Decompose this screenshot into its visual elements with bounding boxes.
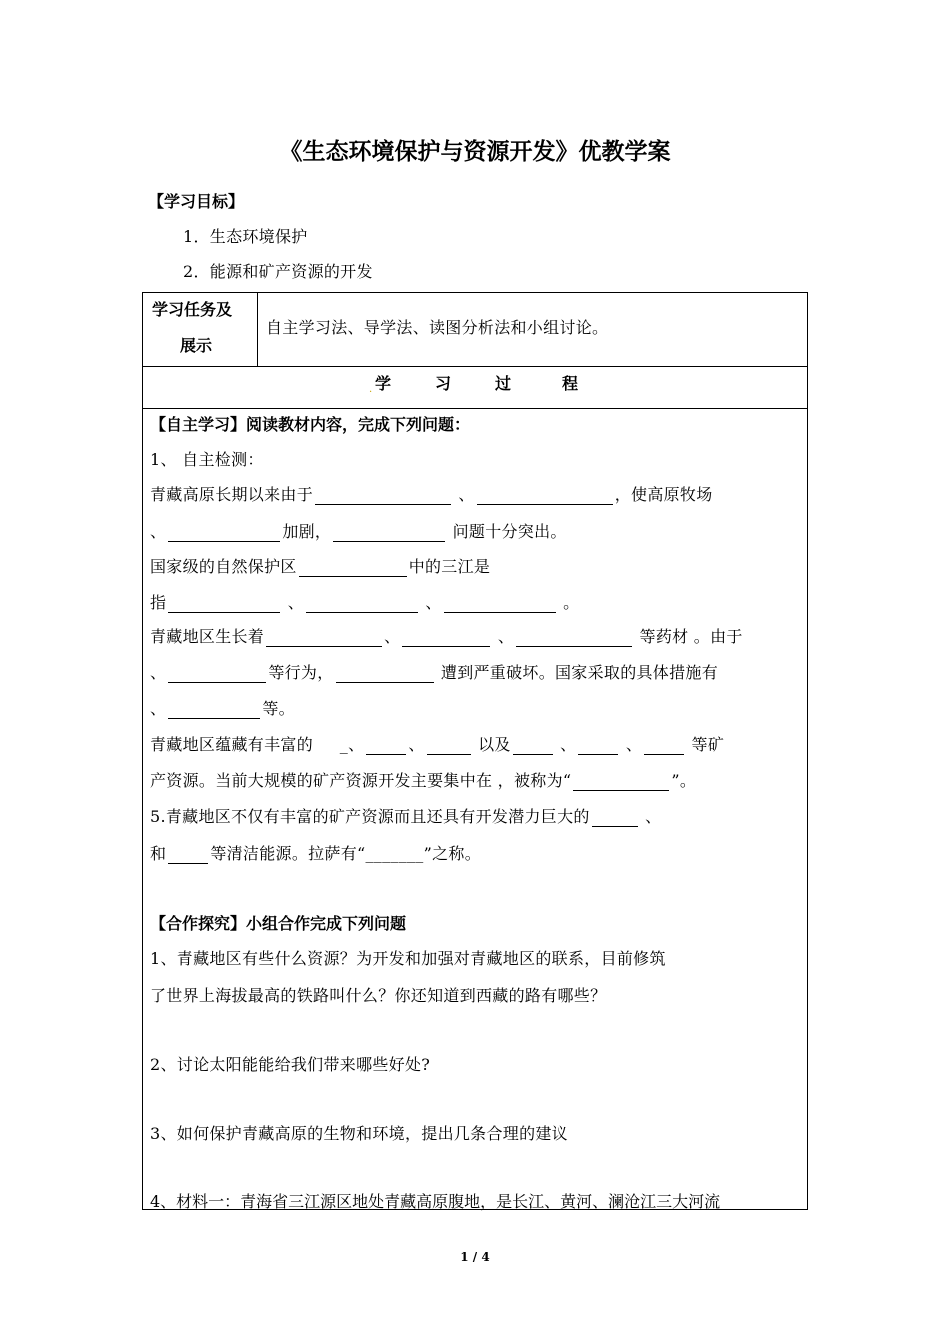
fill-line-2: 、 加剧， 问题十分突出。	[150, 522, 567, 541]
fill-line-3: 国家级的自然保护区 中的三江是	[150, 557, 491, 576]
fill-line-6: 、 等行为， 遭到严重破坏。国家采取的具体措施有	[150, 663, 719, 682]
fill-line-4: 指 、 、 。	[150, 593, 580, 612]
fill-line-11: 和 等清洁能源。拉萨有“_______”之称。	[150, 844, 481, 863]
table-col-divider	[257, 292, 258, 366]
process-char-4: 程	[562, 374, 579, 393]
fill-line-8: 青藏地区蕴藏有丰富的 _、 、 以及 、 、 等矿	[150, 735, 725, 754]
page-title: 《生态环境保护与资源开发》优教学案	[279, 139, 671, 165]
fill-line-7: 、 等。	[150, 699, 295, 718]
task-content: 自主学习法、导学法、读图分析法和小组讨论。	[266, 318, 609, 337]
goal-item-1: 1．生态环境保护	[183, 227, 308, 246]
page-number: 1 / 4	[460, 1250, 490, 1264]
question-4: 4、材料一：青海省三江源区地处青藏高原腹地，是长江、黄河、澜沧江三大河流	[150, 1192, 721, 1211]
task-label-line2: 展示	[180, 336, 213, 355]
process-char-2: 习	[435, 374, 452, 393]
fill-line-10: 5.青藏地区不仅有丰富的矿产资源而且还具有开发潜力巨大的 、	[150, 807, 662, 826]
question-1-line-1: 1、青藏地区有些什么资源？为开发和加强对青藏地区的联系，目前修筑	[150, 949, 666, 968]
self-check-label: 1、 自主检测：	[150, 450, 264, 469]
self-study-heading: 【自主学习】阅读教材内容，完成下列问题：	[150, 415, 471, 434]
table-divider-1	[142, 366, 808, 367]
goal-item-2: 2．能源和矿产资源的开发	[183, 262, 373, 281]
goals-heading: 【学习目标】	[148, 192, 245, 211]
fill-line-5: 青藏地区生长着 、 、 等药材 。由于	[150, 627, 743, 646]
process-char-1: 学	[375, 374, 392, 393]
question-1-line-2: 了世界上海拔最高的铁路叫什么？你还知道到西藏的路有哪些？	[150, 986, 607, 1005]
question-3: 3、如何保护青藏高原的生物和环境，提出几条合理的建议	[150, 1124, 568, 1143]
cooperation-heading: 【合作探究】小组合作完成下列问题	[150, 914, 407, 933]
question-2: 2、讨论太阳能能给我们带来哪些好处?	[150, 1055, 431, 1074]
table-divider-2	[142, 408, 808, 409]
task-label-line1: 学习任务及	[152, 300, 233, 319]
process-char-3: 过	[495, 374, 512, 393]
marker-dot: .	[369, 384, 373, 395]
fill-line-1: 青藏高原长期以来由于 、 ，使高原牧场	[150, 485, 713, 504]
fill-line-9: 产资源。当前大规模的矿产资源开发主要集中在 ，被称为“ ”。	[150, 771, 697, 790]
